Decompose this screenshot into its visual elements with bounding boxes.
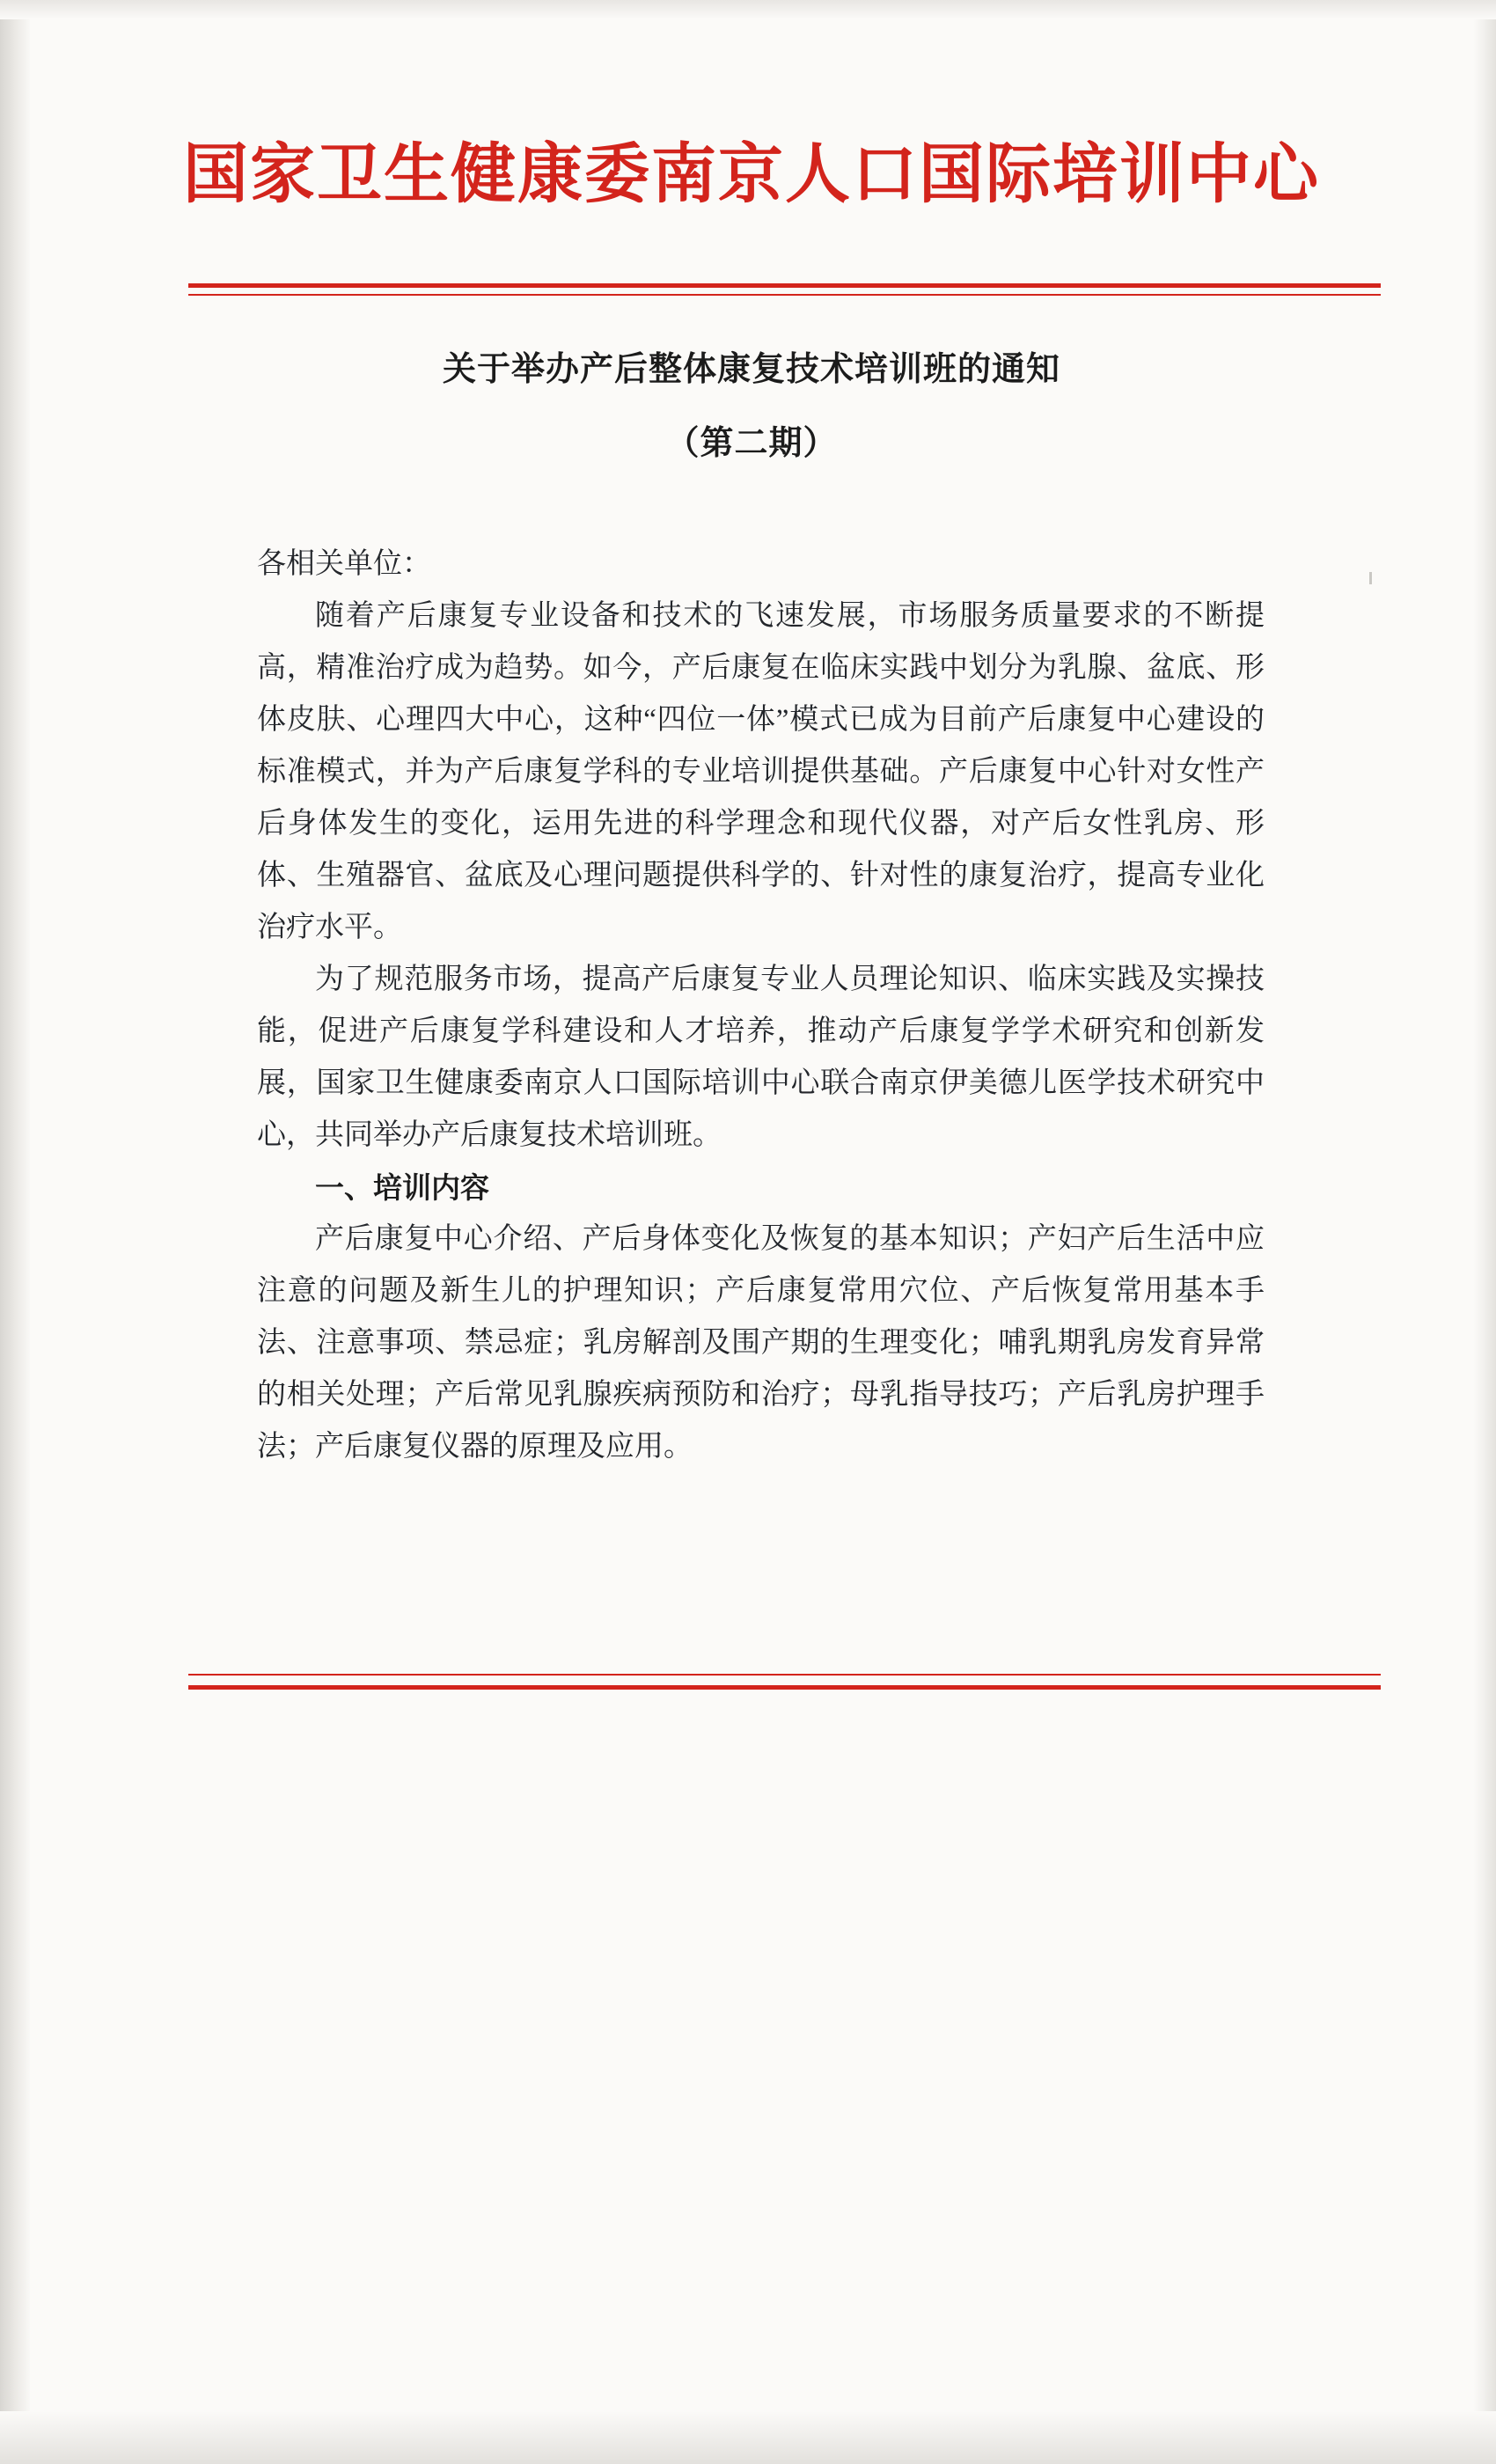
masthead-rule-thin — [188, 294, 1381, 296]
scan-edge-bottom — [0, 2411, 1496, 2464]
document-page — [30, 19, 1473, 2411]
body-paragraph-1: 随着产后康复专业设备和技术的飞速发展，市场服务质量要求的不断提高，精准治疗成为趋势。如今，产后康复在临床实践中划分为乳腺、盆底、形体皮肤、心理四大中心，这种“四位一体”模式已成为目前产后康复中心建设的标准模式，并为产后康复学科的专业培训提供基础。产后康复中心针对女性产后身体发生的变化，运用先进的科学理念和现代仪器，对产后女性乳房、形体、生殖器官、盆底及心理问题提供科学的、针对性的康复治疗，提高专业化治疗水平。 — [257, 600, 1265, 943]
scan-edge-right — [1473, 0, 1496, 2464]
masthead — [30, 139, 1473, 211]
section-body-training-content: 产后康复中心介绍、产后身体变化及恢复的基本知识；产妇产后生活中应注意的问题及新生儿的护理知识；产后康复常用穴位、产后恢复常用基本手法、注意事项、禁忌症；乳房解剖及围产期的生理变化；哺乳期乳房发育异常的相关处理；产后常见乳腺疾病预防和治疗；母乳指导技巧；产后乳房护理手法；产后康复仪器的原理及应用。 — [257, 1223, 1265, 1463]
section-heading-training-content: 一、培训内容 — [315, 1171, 489, 1204]
document-title: 关于举办产后整体康复技术培训班的通知 — [442, 351, 1060, 388]
footer-rule-thin — [188, 1674, 1381, 1676]
scan-artifact-speck — [1369, 572, 1372, 584]
footer-rule-thick — [188, 1685, 1381, 1690]
document-subtitle: （第二期） — [665, 425, 838, 462]
salutation: 各相关单位： — [257, 548, 431, 580]
scan-edge-top — [0, 0, 1496, 19]
document-body — [257, 539, 1265, 1473]
scan-edge-left — [0, 0, 30, 2464]
issuing-organization-title: 国家卫生健康委南京人口国际培训中心 — [183, 139, 1320, 211]
body-paragraph-2: 为了规范服务市场，提高产后康复专业人员理论知识、临床实践及实操技能，促进产后康复学科建设和人才培养，推动产后康复学学术研究和创新发展，国家卫生健康委南京人口国际培训中心联合南京伊美德儿医学技术研究中心，共同举办产后康复技术培训班。 — [257, 964, 1265, 1151]
masthead-rule-thick — [188, 283, 1381, 288]
